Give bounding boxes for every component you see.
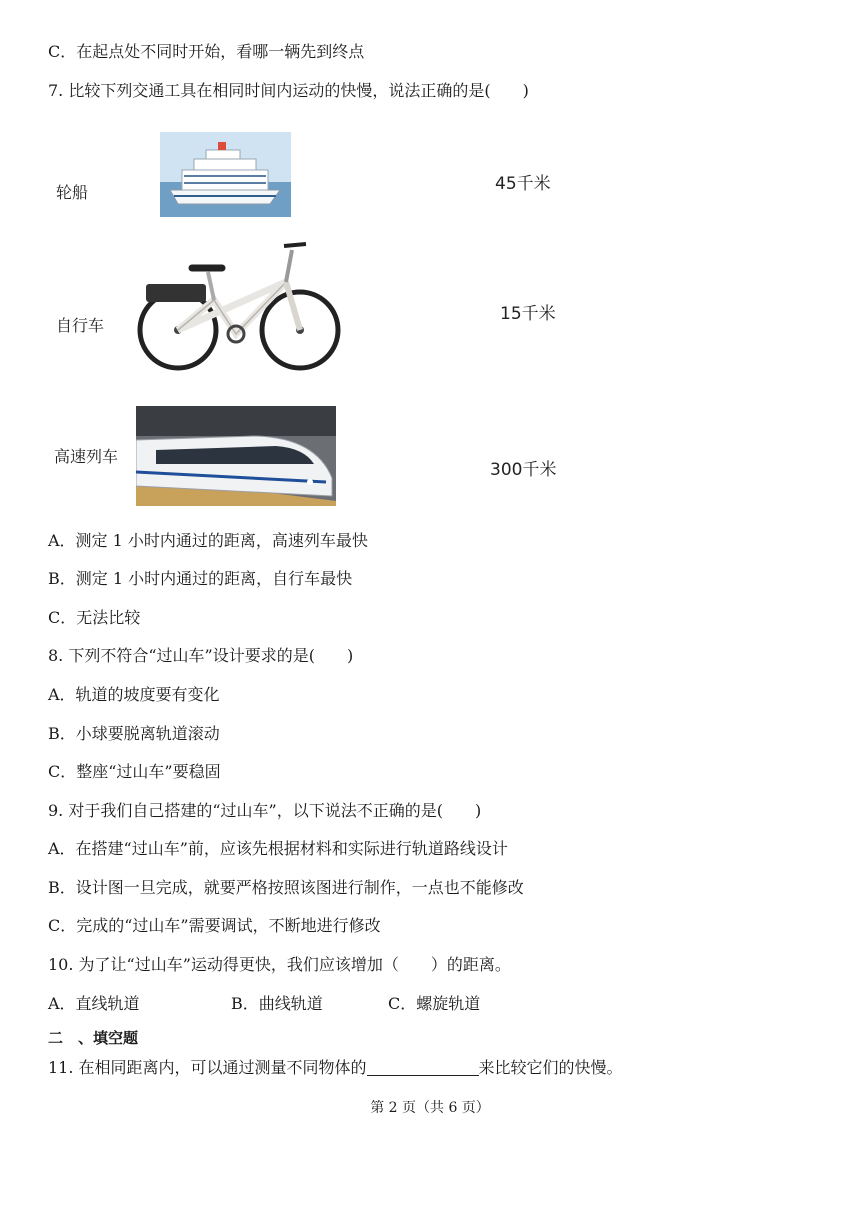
q9-option-c: C．完成的“过山车”需要调试，不断地进行修改	[48, 916, 381, 935]
option-c-prev: C．在起点处不同时开始，看哪一辆先到终点	[48, 42, 365, 61]
question-10: 10. 为了让“过山车”运动得更快，我们应该增加（ ）的距离。	[48, 955, 511, 974]
ship-image	[160, 132, 291, 217]
question-11	[48, 1058, 623, 1078]
bicycle-image	[136, 238, 342, 374]
q10-option-b: B．曲线轨道	[231, 994, 323, 1013]
q8-option-c: C．整座“过山车”要稳固	[48, 762, 221, 781]
q8-option-a: A．轨道的坡度要有变化	[48, 685, 220, 704]
ship-label: 轮船	[56, 183, 89, 202]
bike-distance: 15千米	[500, 304, 556, 324]
train-label: 高速列车	[54, 447, 119, 466]
ship-distance: 45千米	[495, 174, 551, 194]
q10-option-c: C．螺旋轨道	[388, 994, 481, 1013]
q8-option-b: B．小球要脱离轨道滚动	[48, 724, 220, 743]
answer-blank[interactable]	[367, 1059, 479, 1076]
q11-text-after: 来比较它们的快慢。	[478, 1058, 623, 1077]
question-8: 8. 下列不符合“过山车”设计要求的是( )	[48, 646, 354, 665]
question-7: 7. 比较下列交通工具在相同时间内运动的快慢，说法正确的是( )	[48, 81, 529, 100]
page-footer: 第 2 页（共 6 页）	[370, 1100, 490, 1116]
q9-option-b: B．设计图一旦完成，就要严格按照该图进行制作，一点也不能修改	[48, 878, 524, 897]
q9-option-a: A．在搭建“过山车”前，应该先根据材料和实际进行轨道路线设计	[48, 839, 508, 858]
train-image	[136, 406, 336, 506]
q11-text-before: 11. 在相同距离内，可以通过测量不同物体的	[48, 1058, 367, 1077]
q7-option-c: C．无法比较	[48, 608, 141, 627]
question-9: 9. 对于我们自己搭建的“过山车”，以下说法不正确的是( )	[48, 801, 482, 820]
q7-option-a: A．测定 1 小时内通过的距离，高速列车最快	[48, 531, 368, 550]
train-distance: 300千米	[490, 460, 557, 480]
q7-option-b: B．测定 1 小时内通过的距离，自行车最快	[48, 569, 353, 588]
section-heading: 二 、填空题	[48, 1029, 139, 1047]
bike-label: 自行车	[56, 316, 105, 335]
q10-option-a: A．直线轨道	[48, 994, 140, 1013]
